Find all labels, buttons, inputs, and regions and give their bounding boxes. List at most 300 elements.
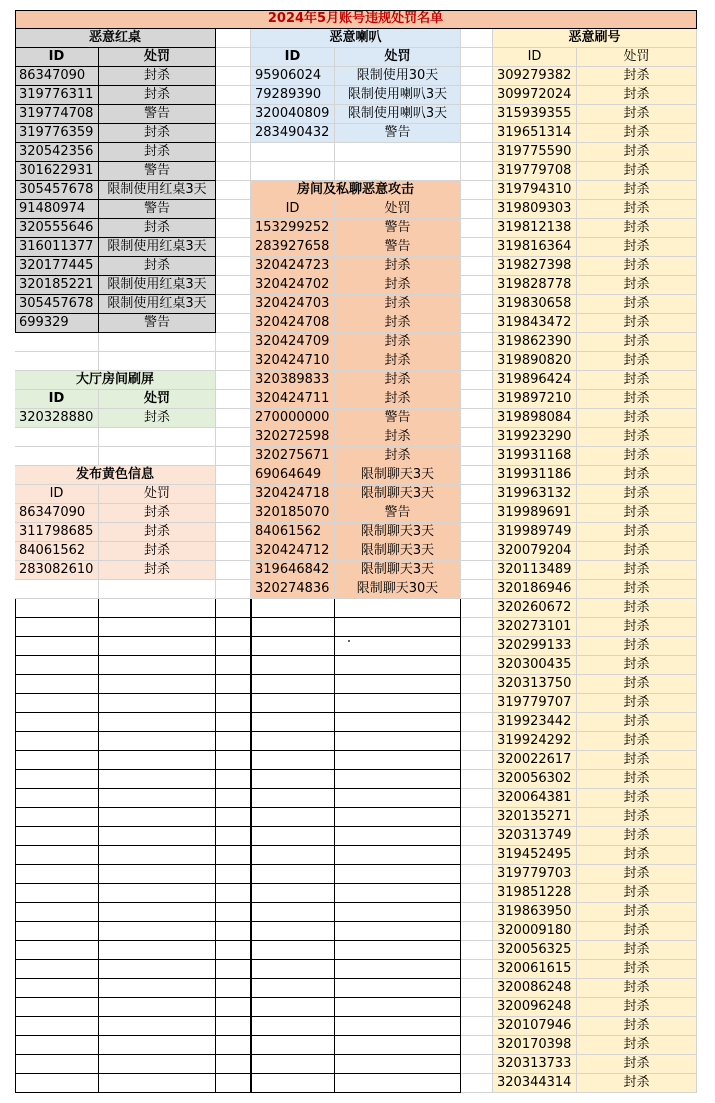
empty-cell[interactable] [461,656,493,675]
empty-cell[interactable] [461,1036,493,1055]
room_chat_attack-id-cell[interactable]: 320185070 [251,504,335,523]
empty-cell[interactable] [216,713,251,732]
malicious_farming-id-cell[interactable]: 319830658 [493,295,577,314]
empty-cell[interactable] [335,770,461,789]
empty-cell[interactable] [216,485,251,504]
empty-cell[interactable] [216,86,251,105]
malicious_farming-penalty-cell[interactable]: 封杀 [577,447,697,466]
porn_info-id-cell[interactable]: 311798685 [15,523,99,542]
room_chat_attack-penalty-cell[interactable]: 封杀 [335,390,461,409]
empty-cell[interactable] [461,998,493,1017]
room_chat_attack-id-cell[interactable]: 320424710 [251,352,335,371]
porn_info-header-id[interactable]: ID [15,485,99,504]
empty-cell[interactable] [461,751,493,770]
empty-cell[interactable] [99,618,216,637]
malicious_farming-penalty-cell[interactable]: 封杀 [577,561,697,580]
malicious_farming-id-cell[interactable]: 319863950 [493,903,577,922]
room_chat_attack-penalty-cell[interactable]: 警告 [335,504,461,523]
empty-cell[interactable] [216,447,251,466]
lobby_spam-penalty-cell[interactable]: 封杀 [99,409,216,428]
malicious_red_table-penalty-cell[interactable]: 限制使用红桌3天 [99,276,216,295]
empty-cell[interactable] [461,960,493,979]
empty-cell[interactable] [15,732,99,751]
empty-cell[interactable] [99,979,216,998]
empty-cell[interactable] [251,789,335,808]
empty-cell[interactable] [251,960,335,979]
empty-cell[interactable] [461,599,493,618]
empty-cell[interactable] [461,428,493,447]
room_chat_attack-id-cell[interactable]: 320424702 [251,276,335,295]
room_chat_attack-penalty-cell[interactable]: 封杀 [335,333,461,352]
malicious_farming-penalty-cell[interactable]: 封杀 [577,523,697,542]
empty-cell[interactable] [461,181,493,200]
empty-cell[interactable] [216,371,251,390]
room_chat_attack-penalty-cell[interactable]: 限制聊天3天 [335,485,461,504]
porn_info-title[interactable]: 发布黄色信息 [15,466,216,485]
malicious_farming-id-cell[interactable]: 319851228 [493,884,577,903]
empty-cell[interactable] [251,1017,335,1036]
malicious_farming-penalty-cell[interactable]: 封杀 [577,162,697,181]
empty-cell[interactable] [216,941,251,960]
empty-cell[interactable] [461,219,493,238]
empty-cell[interactable] [99,960,216,979]
empty-cell[interactable] [15,884,99,903]
empty-cell[interactable] [15,846,99,865]
empty-cell[interactable] [461,675,493,694]
empty-cell[interactable] [335,846,461,865]
lobby_spam-id-cell[interactable]: 320328880 [15,409,99,428]
room_chat_attack-id-cell[interactable]: 320424708 [251,314,335,333]
empty-cell[interactable] [15,960,99,979]
empty-cell[interactable] [461,333,493,352]
malicious_red_table-id-cell[interactable]: 86347090 [15,67,99,86]
empty-cell[interactable] [461,979,493,998]
malicious_farming-id-cell[interactable]: 320056302 [493,770,577,789]
empty-cell[interactable] [461,86,493,105]
malicious_farming-penalty-cell[interactable]: 封杀 [577,105,697,124]
malicious_speaker-id-cell[interactable]: 283490432 [251,124,335,143]
lobby_spam-header-penalty[interactable]: 处罚 [99,390,216,409]
malicious_farming-penalty-cell[interactable]: 封杀 [577,979,697,998]
room_chat_attack-title[interactable]: 房间及私聊恶意攻击 [251,181,461,200]
malicious_farming-id-cell[interactable]: 320170398 [493,1036,577,1055]
empty-cell[interactable] [216,675,251,694]
malicious_farming-header-id[interactable]: ID [493,48,577,67]
malicious_speaker-header-id[interactable]: ID [251,48,335,67]
empty-cell[interactable] [461,257,493,276]
empty-cell[interactable] [251,808,335,827]
empty-cell[interactable] [216,599,251,618]
malicious_red_table-id-cell[interactable]: 91480974 [15,200,99,219]
empty-cell[interactable] [335,751,461,770]
empty-cell[interactable] [15,903,99,922]
empty-cell[interactable] [461,447,493,466]
room_chat_attack-penalty-cell[interactable]: 封杀 [335,314,461,333]
empty-cell[interactable] [335,675,461,694]
malicious_farming-penalty-cell[interactable]: 封杀 [577,1074,697,1093]
empty-cell[interactable] [99,428,216,447]
malicious_farming-id-cell[interactable]: 309972024 [493,86,577,105]
empty-cell[interactable] [461,523,493,542]
empty-cell[interactable] [99,789,216,808]
empty-cell[interactable] [335,694,461,713]
empty-cell[interactable] [216,732,251,751]
empty-cell[interactable] [99,846,216,865]
malicious_red_table-id-cell[interactable]: 319774708 [15,105,99,124]
empty-cell[interactable] [461,561,493,580]
malicious_farming-penalty-cell[interactable]: 封杀 [577,390,697,409]
malicious_farming-penalty-cell[interactable]: 封杀 [577,1036,697,1055]
malicious_farming-id-cell[interactable]: 319989691 [493,504,577,523]
malicious_red_table-id-cell[interactable]: 319776311 [15,86,99,105]
room_chat_attack-id-cell[interactable]: 320424723 [251,257,335,276]
malicious_farming-id-cell[interactable]: 320009180 [493,922,577,941]
empty-cell[interactable] [335,960,461,979]
malicious_farming-penalty-cell[interactable]: 封杀 [577,694,697,713]
room_chat_attack-id-cell[interactable]: 319646842 [251,561,335,580]
empty-cell[interactable] [15,865,99,884]
empty-cell[interactable] [251,1036,335,1055]
empty-cell[interactable] [461,618,493,637]
empty-cell[interactable] [335,1074,461,1093]
room_chat_attack-penalty-cell[interactable]: 限制聊天3天 [335,466,461,485]
malicious_farming-id-cell[interactable]: 320135271 [493,808,577,827]
malicious_farming-penalty-cell[interactable]: 封杀 [577,884,697,903]
empty-cell[interactable] [461,162,493,181]
empty-cell[interactable] [216,694,251,713]
malicious_farming-penalty-cell[interactable]: 封杀 [577,238,697,257]
empty-cell[interactable] [461,713,493,732]
malicious_farming-penalty-cell[interactable]: 封杀 [577,295,697,314]
empty-cell[interactable] [461,941,493,960]
malicious_farming-penalty-cell[interactable]: 封杀 [577,998,697,1017]
empty-cell[interactable] [335,713,461,732]
malicious_farming-id-cell[interactable]: 309279382 [493,67,577,86]
empty-cell[interactable] [99,1055,216,1074]
empty-cell[interactable] [15,1036,99,1055]
room_chat_attack-header-penalty[interactable]: 处罚 [335,200,461,219]
malicious_farming-penalty-cell[interactable]: 封杀 [577,846,697,865]
empty-cell[interactable] [461,1074,493,1093]
empty-cell[interactable] [461,542,493,561]
malicious_red_table-penalty-cell[interactable]: 封杀 [99,143,216,162]
empty-cell[interactable] [335,599,461,618]
empty-cell[interactable] [216,352,251,371]
room_chat_attack-id-cell[interactable]: 320274836 [251,580,335,599]
empty-cell[interactable] [216,884,251,903]
empty-cell[interactable] [251,656,335,675]
malicious_red_table-penalty-cell[interactable]: 封杀 [99,124,216,143]
empty-cell[interactable] [15,352,99,371]
malicious_farming-penalty-cell[interactable]: 封杀 [577,808,697,827]
malicious_farming-id-cell[interactable]: 315939355 [493,105,577,124]
empty-cell[interactable] [216,998,251,1017]
empty-cell[interactable] [251,162,335,181]
room_chat_attack-id-cell[interactable]: 69064649 [251,466,335,485]
malicious_farming-id-cell[interactable]: 319896424 [493,371,577,390]
empty-cell[interactable] [216,295,251,314]
empty-cell[interactable] [99,713,216,732]
empty-cell[interactable] [461,485,493,504]
empty-cell[interactable] [216,960,251,979]
empty-cell[interactable] [216,1074,251,1093]
empty-cell[interactable] [461,352,493,371]
empty-cell[interactable] [251,770,335,789]
empty-cell[interactable] [99,333,216,352]
porn_info-header-penalty[interactable]: 处罚 [99,485,216,504]
empty-cell[interactable] [15,808,99,827]
malicious_farming-id-cell[interactable]: 320313733 [493,1055,577,1074]
empty-cell[interactable] [15,770,99,789]
empty-cell[interactable] [461,29,493,48]
malicious_farming-id-cell[interactable]: 319779707 [493,694,577,713]
malicious_farming-id-cell[interactable]: 320299133 [493,637,577,656]
empty-cell[interactable] [461,884,493,903]
malicious_farming-id-cell[interactable]: 319828778 [493,276,577,295]
empty-cell[interactable] [216,162,251,181]
porn_info-penalty-cell[interactable]: 封杀 [99,504,216,523]
empty-cell[interactable] [216,428,251,447]
empty-cell[interactable] [335,789,461,808]
malicious_speaker-id-cell[interactable]: 95906024 [251,67,335,86]
malicious_farming-id-cell[interactable]: 320344314 [493,1074,577,1093]
empty-cell[interactable] [15,447,99,466]
empty-cell[interactable] [216,409,251,428]
malicious_red_table-penalty-cell[interactable]: 封杀 [99,67,216,86]
empty-cell[interactable] [335,1017,461,1036]
empty-cell[interactable] [461,390,493,409]
room_chat_attack-penalty-cell[interactable]: 封杀 [335,295,461,314]
empty-cell[interactable] [216,903,251,922]
empty-cell[interactable] [251,751,335,770]
malicious_speaker-title[interactable]: 恶意喇叭 [251,29,461,48]
malicious_farming-penalty-cell[interactable]: 封杀 [577,580,697,599]
malicious_speaker-id-cell[interactable]: 79289390 [251,86,335,105]
empty-cell[interactable] [216,333,251,352]
malicious_farming-penalty-cell[interactable]: 封杀 [577,542,697,561]
empty-cell[interactable] [216,1017,251,1036]
empty-cell[interactable] [251,675,335,694]
malicious_red_table-id-cell[interactable]: 319776359 [15,124,99,143]
empty-cell[interactable] [99,922,216,941]
empty-cell[interactable] [99,884,216,903]
empty-cell[interactable] [461,846,493,865]
malicious_red_table-id-cell[interactable]: 699329 [15,314,99,333]
malicious_farming-id-cell[interactable]: 319779708 [493,162,577,181]
malicious_farming-id-cell[interactable]: 320096248 [493,998,577,1017]
empty-cell[interactable] [216,390,251,409]
malicious_speaker-penalty-cell[interactable]: 限制使用喇叭3天 [335,86,461,105]
malicious_farming-penalty-cell[interactable]: 封杀 [577,504,697,523]
empty-cell[interactable] [15,428,99,447]
malicious_red_table-id-cell[interactable]: 316011377 [15,238,99,257]
empty-cell[interactable] [216,827,251,846]
empty-cell[interactable] [216,29,251,48]
empty-cell[interactable] [99,865,216,884]
empty-cell[interactable] [216,238,251,257]
malicious_farming-penalty-cell[interactable]: 封杀 [577,371,697,390]
room_chat_attack-id-cell[interactable]: 320424709 [251,333,335,352]
empty-cell[interactable] [335,1036,461,1055]
malicious_red_table-id-cell[interactable]: 305457678 [15,295,99,314]
empty-cell[interactable] [99,827,216,846]
empty-cell[interactable] [251,713,335,732]
malicious_farming-penalty-cell[interactable]: 封杀 [577,143,697,162]
malicious_farming-penalty-cell[interactable]: 封杀 [577,865,697,884]
empty-cell[interactable] [251,941,335,960]
porn_info-penalty-cell[interactable]: 封杀 [99,523,216,542]
malicious_farming-penalty-cell[interactable]: 封杀 [577,485,697,504]
empty-cell[interactable] [99,352,216,371]
empty-cell[interactable] [335,637,461,656]
empty-cell[interactable] [99,941,216,960]
malicious_farming-id-cell[interactable]: 320300435 [493,656,577,675]
malicious_farming-id-cell[interactable]: 319816364 [493,238,577,257]
empty-cell[interactable] [15,751,99,770]
room_chat_attack-penalty-cell[interactable]: 封杀 [335,371,461,390]
malicious_farming-penalty-cell[interactable]: 封杀 [577,599,697,618]
empty-cell[interactable] [216,523,251,542]
malicious_farming-id-cell[interactable]: 319923442 [493,713,577,732]
malicious_farming-id-cell[interactable]: 320313749 [493,827,577,846]
empty-cell[interactable] [461,903,493,922]
empty-cell[interactable] [15,922,99,941]
malicious_farming-penalty-cell[interactable]: 封杀 [577,1055,697,1074]
room_chat_attack-id-cell[interactable]: 153299252 [251,219,335,238]
malicious_speaker-penalty-cell[interactable]: 限制使用喇叭3天 [335,105,461,124]
malicious_speaker-header-penalty[interactable]: 处罚 [335,48,461,67]
malicious_farming-penalty-cell[interactable]: 封杀 [577,333,697,352]
empty-cell[interactable] [15,333,99,352]
empty-cell[interactable] [335,903,461,922]
empty-cell[interactable] [99,656,216,675]
empty-cell[interactable] [216,466,251,485]
porn_info-id-cell[interactable]: 84061562 [15,542,99,561]
room_chat_attack-id-cell[interactable]: 320424718 [251,485,335,504]
empty-cell[interactable] [216,922,251,941]
empty-cell[interactable] [251,637,335,656]
malicious_red_table-id-cell[interactable]: 320185221 [15,276,99,295]
room_chat_attack-id-cell[interactable]: 270000000 [251,409,335,428]
empty-cell[interactable] [216,504,251,523]
malicious_farming-id-cell[interactable]: 320061615 [493,960,577,979]
malicious_farming-id-cell[interactable]: 319898084 [493,409,577,428]
malicious_farming-penalty-cell[interactable]: 封杀 [577,200,697,219]
empty-cell[interactable] [461,409,493,428]
malicious_farming-penalty-cell[interactable]: 封杀 [577,770,697,789]
empty-cell[interactable] [15,656,99,675]
malicious_red_table-id-cell[interactable]: 320555646 [15,219,99,238]
malicious_farming-penalty-cell[interactable]: 封杀 [577,352,697,371]
lobby_spam-title[interactable]: 大厅房间刷屏 [15,371,216,390]
empty-cell[interactable] [216,846,251,865]
malicious_farming-header-penalty[interactable]: 处罚 [577,48,697,67]
empty-cell[interactable] [216,979,251,998]
empty-cell[interactable] [461,922,493,941]
empty-cell[interactable] [461,200,493,219]
room_chat_attack-id-cell[interactable]: 283927658 [251,238,335,257]
empty-cell[interactable] [216,219,251,238]
empty-cell[interactable] [15,675,99,694]
empty-cell[interactable] [15,580,99,599]
empty-cell[interactable] [461,105,493,124]
empty-cell[interactable] [251,143,335,162]
empty-cell[interactable] [461,124,493,143]
room_chat_attack-header-id[interactable]: ID [251,200,335,219]
malicious_farming-id-cell[interactable]: 319812138 [493,219,577,238]
malicious_farming-id-cell[interactable]: 319931168 [493,447,577,466]
empty-cell[interactable] [15,789,99,808]
empty-cell[interactable] [99,1074,216,1093]
malicious_farming-id-cell[interactable]: 319890820 [493,352,577,371]
empty-cell[interactable] [15,694,99,713]
empty-cell[interactable] [461,143,493,162]
empty-cell[interactable] [461,504,493,523]
room_chat_attack-penalty-cell[interactable]: 封杀 [335,276,461,295]
empty-cell[interactable] [216,751,251,770]
empty-cell[interactable] [335,941,461,960]
empty-cell[interactable] [216,314,251,333]
malicious_farming-penalty-cell[interactable]: 封杀 [577,618,697,637]
empty-cell[interactable] [461,276,493,295]
malicious_red_table-penalty-cell[interactable]: 警告 [99,314,216,333]
empty-cell[interactable] [15,1055,99,1074]
malicious_farming-id-cell[interactable]: 319809303 [493,200,577,219]
empty-cell[interactable] [99,447,216,466]
malicious_farming-id-cell[interactable]: 319843472 [493,314,577,333]
empty-cell[interactable] [99,998,216,1017]
malicious_farming-id-cell[interactable]: 320107946 [493,1017,577,1036]
empty-cell[interactable] [335,998,461,1017]
empty-cell[interactable] [216,67,251,86]
lobby_spam-header-id[interactable]: ID [15,390,99,409]
empty-cell[interactable] [216,770,251,789]
empty-cell[interactable] [99,675,216,694]
empty-cell[interactable] [99,770,216,789]
empty-cell[interactable] [251,903,335,922]
empty-cell[interactable] [251,979,335,998]
malicious_farming-penalty-cell[interactable]: 封杀 [577,466,697,485]
malicious_farming-id-cell[interactable]: 319924292 [493,732,577,751]
porn_info-id-cell[interactable]: 86347090 [15,504,99,523]
malicious_farming-id-cell[interactable]: 320022617 [493,751,577,770]
room_chat_attack-id-cell[interactable]: 84061562 [251,523,335,542]
empty-cell[interactable] [251,1055,335,1074]
empty-cell[interactable] [99,903,216,922]
room_chat_attack-penalty-cell[interactable]: 警告 [335,238,461,257]
empty-cell[interactable] [251,865,335,884]
empty-cell[interactable] [461,789,493,808]
malicious_farming-penalty-cell[interactable]: 封杀 [577,675,697,694]
room_chat_attack-id-cell[interactable]: 320424711 [251,390,335,409]
empty-cell[interactable] [216,580,251,599]
empty-cell[interactable] [335,656,461,675]
malicious_farming-id-cell[interactable]: 319989749 [493,523,577,542]
malicious_farming-penalty-cell[interactable]: 封杀 [577,276,697,295]
malicious_farming-penalty-cell[interactable]: 封杀 [577,409,697,428]
malicious_farming-penalty-cell[interactable]: 封杀 [577,903,697,922]
malicious_farming-id-cell[interactable]: 319923290 [493,428,577,447]
empty-cell[interactable] [461,694,493,713]
room_chat_attack-penalty-cell[interactable]: 限制聊天3天 [335,561,461,580]
malicious_farming-penalty-cell[interactable]: 封杀 [577,257,697,276]
malicious_farming-title[interactable]: 恶意刷号 [493,29,697,48]
malicious_farming-id-cell[interactable]: 320313750 [493,675,577,694]
malicious_farming-penalty-cell[interactable]: 封杀 [577,713,697,732]
malicious_red_table-id-cell[interactable]: 320542356 [15,143,99,162]
empty-cell[interactable] [15,998,99,1017]
empty-cell[interactable] [99,808,216,827]
